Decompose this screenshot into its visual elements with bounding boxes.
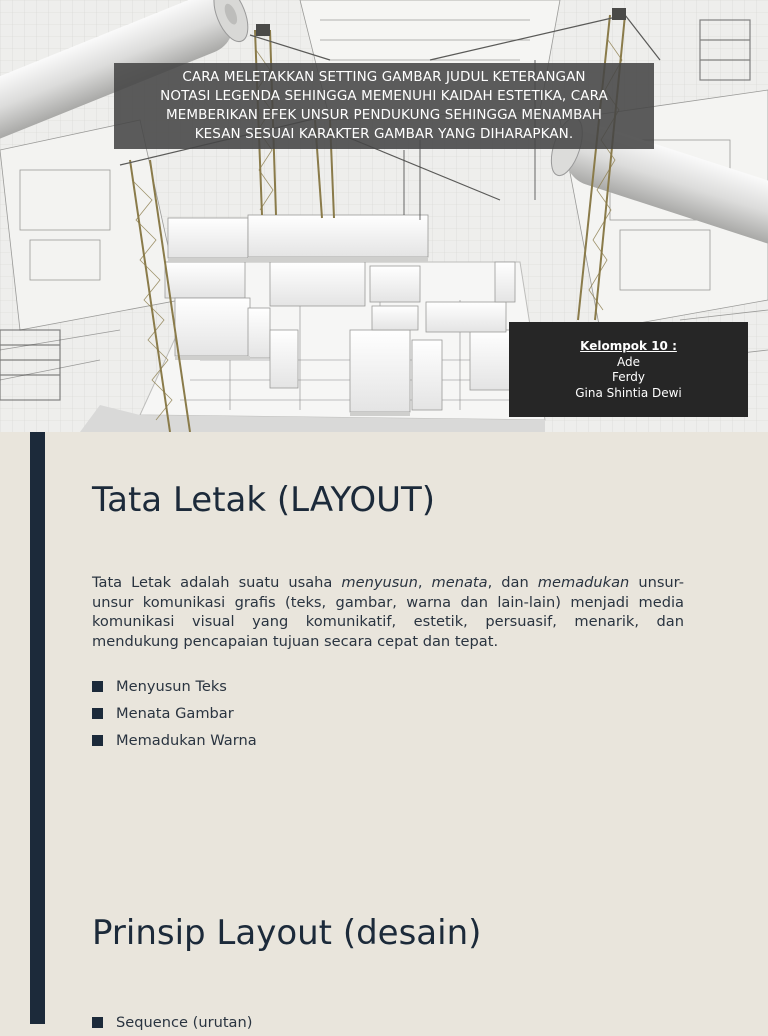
- group-members-box: [509, 322, 748, 417]
- title-line: MEMBERIKAN EFEK UNSUR PENDUKUNG SEHINGGA MENAMBAH: [165, 107, 603, 123]
- list-item: [92, 727, 257, 754]
- accent-bar: [30, 432, 45, 865]
- emphasis-text: menata: [431, 574, 488, 591]
- layout-principles-slide: [0, 865, 768, 1031]
- emphasis-text: menyusun: [341, 574, 418, 591]
- paragraph-text: Tata Letak adalah suatu usaha: [92, 574, 342, 591]
- paragraph-text: , dan: [487, 574, 538, 591]
- definition-paragraph: [92, 573, 684, 651]
- square-bullet-icon: [92, 1017, 103, 1028]
- slide-heading: Prinsip Layout (desain): [92, 913, 482, 953]
- group-member: Ade: [617, 354, 640, 369]
- slide-title: [114, 63, 654, 149]
- title-line: CARA MELETAKKAN SETTING GAMBAR JUDUL KETERANGAN: [182, 69, 586, 85]
- list-item: [92, 700, 257, 727]
- list-item: [92, 1009, 252, 1036]
- slide-heading: Tata Letak (LAYOUT): [92, 480, 436, 520]
- paragraph-text: unsur-unsur komunikasi grafis (teks, gambar, warna dan lain-lain) menjadi media komunikasi visual yang komunikatif, estetik, persuasif, menarik, dan mendukung pencapaian tujuan secara cepat dan tepat.: [92, 574, 685, 650]
- title-line: NOTASI LEGENDA SEHINGGA MEMENUHI KAIDAH ESTETIKA, CARA: [160, 88, 608, 104]
- list-item-label: Memadukan Warna: [116, 732, 257, 749]
- square-bullet-icon: [92, 735, 103, 746]
- title-line: KESAN SESUAI KARAKTER GAMBAR YANG DIHARAPKAN.: [194, 126, 574, 142]
- square-bullet-icon: [92, 708, 103, 719]
- title-slide: [0, 0, 768, 432]
- list-item-label: Menyusun Teks: [116, 678, 227, 695]
- bullet-list: [92, 673, 257, 754]
- list-item: [92, 673, 257, 700]
- square-bullet-icon: [92, 681, 103, 692]
- group-heading: Kelompok 10 :: [580, 339, 677, 353]
- emphasis-text: memadukan: [537, 574, 630, 591]
- paragraph-text: ,: [417, 574, 432, 591]
- group-member: Gina Shintia Dewi: [575, 385, 682, 400]
- group-member: Ferdy: [611, 370, 646, 384]
- accent-bar: [30, 865, 45, 1024]
- layout-definition-slide: [0, 432, 768, 865]
- bullet-list: [92, 1009, 252, 1036]
- list-item-label: Menata Gambar: [116, 705, 234, 722]
- list-item-label: Sequence (urutan): [116, 1014, 253, 1031]
